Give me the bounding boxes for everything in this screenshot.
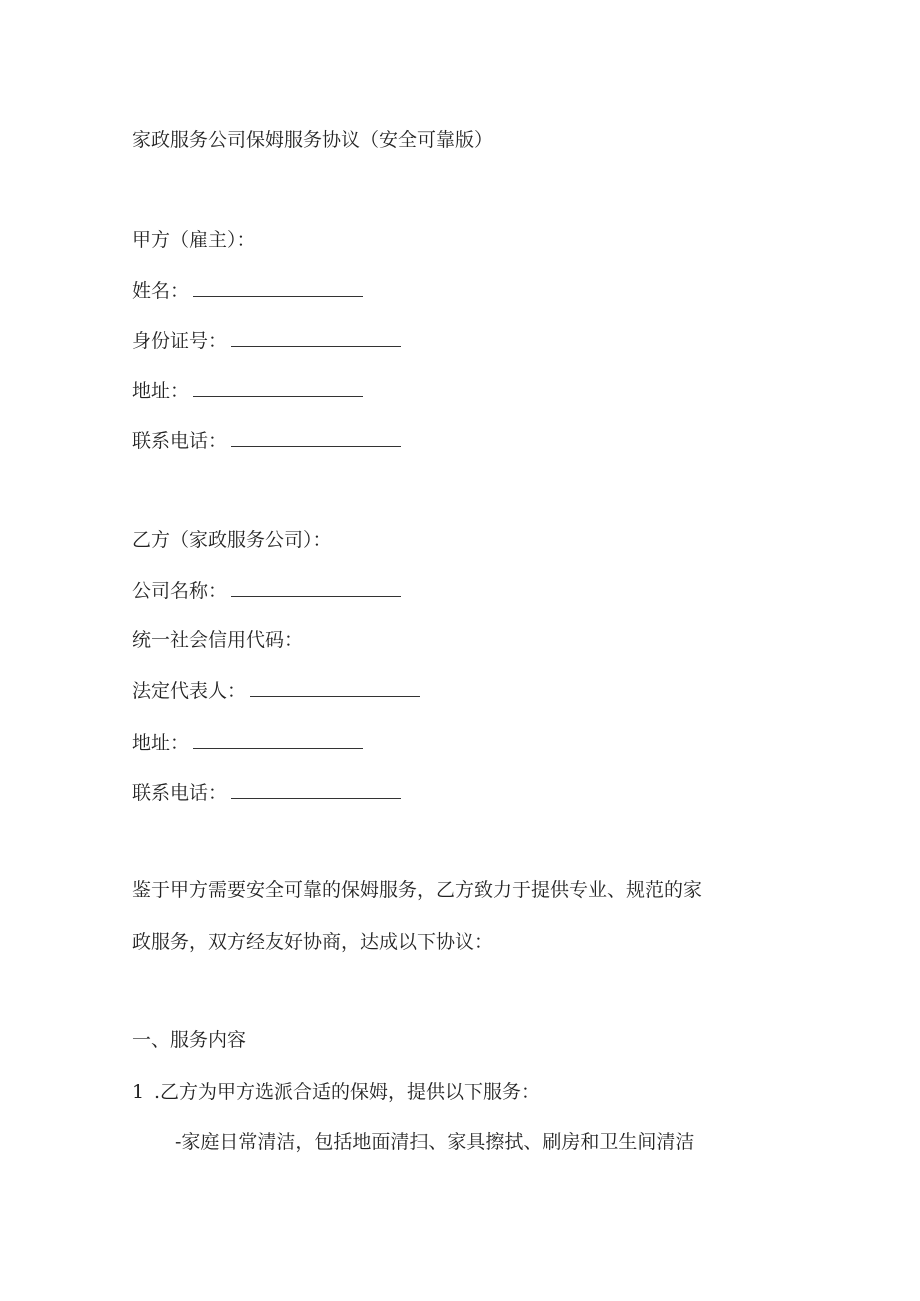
party-a-heading: 甲方（雇主）： [132, 229, 256, 251]
field-label: 联系电话： [132, 430, 228, 452]
fill-in-blank [250, 678, 420, 697]
list-item [132, 1080, 540, 1104]
party-a-phone-field [132, 428, 401, 453]
fill-in-blank [231, 578, 401, 597]
party-a-id-field [132, 328, 401, 353]
party-b-company-field [132, 578, 401, 603]
field-label: 地址： [132, 732, 190, 754]
fill-in-blank [193, 730, 363, 749]
preamble-line: 政服务，双方经友好协商，达成以下协议： [132, 931, 494, 953]
fill-in-blank [231, 428, 401, 447]
field-label: 身份证号： [132, 330, 228, 352]
party-b-phone-field [132, 780, 401, 805]
fill-in-blank [193, 278, 363, 297]
field-label: 地址： [132, 380, 190, 402]
document-title: 家政服务公司保姆服务协议（安全可靠版） [132, 129, 494, 151]
party-b-legal-rep-field [132, 678, 420, 703]
party-b-heading: 乙方（家政服务公司）： [132, 529, 332, 551]
field-label: 公司名称： [132, 580, 228, 602]
field-label: 法定代表人： [132, 680, 247, 702]
field-label: 姓名： [132, 280, 190, 302]
party-b-credit-code-field [132, 628, 303, 652]
fill-in-blank [193, 378, 363, 397]
bullet-item: -家庭日常清洁，包括地面清扫、家具擦拭、刷房和卫生间清洁 [175, 1131, 695, 1153]
item-number: 1 [132, 1081, 145, 1103]
fill-in-blank [231, 780, 401, 799]
preamble-line: 鉴于甲方需要安全可靠的保姆服务，乙方致力于提供专业、规范的家 [132, 879, 703, 901]
party-b-address-field [132, 730, 363, 755]
party-a-name-field [132, 278, 363, 303]
section-heading: 一、服务内容 [132, 1029, 247, 1051]
party-a-address-field [132, 378, 363, 403]
field-label: 统一社会信用代码： [132, 629, 304, 651]
field-label: 联系电话： [132, 782, 228, 804]
item-text: .乙方为甲方选派合适的保姆，提供以下服务： [154, 1081, 541, 1103]
fill-in-blank [231, 328, 401, 347]
